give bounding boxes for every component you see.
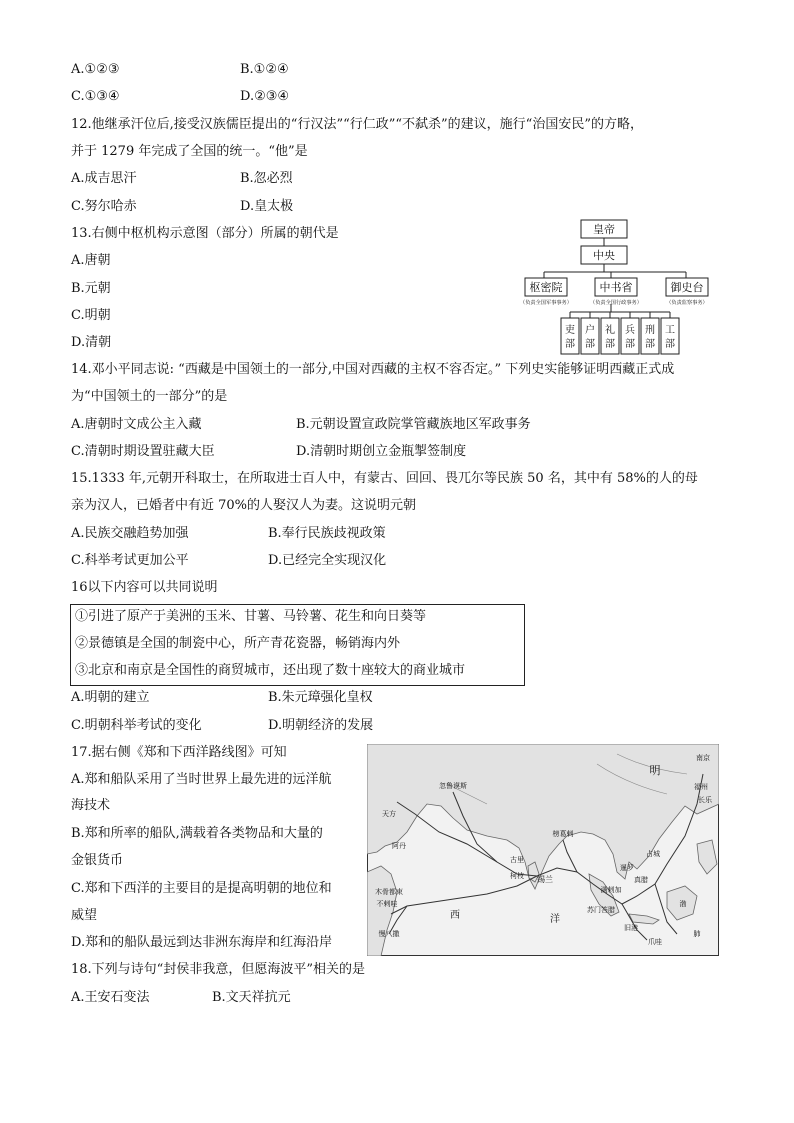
diagram-ministry-5: 工部	[665, 325, 675, 350]
map-label-bangala: 榜葛剌	[552, 830, 574, 838]
map-label-manlajia: 满剌加	[600, 886, 622, 894]
central-organ-diagram	[494, 216, 720, 359]
diagram-branch-yushi: 御史台	[670, 281, 704, 294]
map-label-bulawa: 不剌哇	[376, 900, 398, 908]
q15-option-d: D.已经完全实现汉化	[268, 553, 387, 568]
q14-option-c: C.清朝时期设置驻藏大臣	[71, 444, 215, 459]
q17-option-d: D.郑和的船队最远到达非洲东海岸和红海沿岸	[71, 935, 333, 950]
map-label-xilan: 锡兰	[537, 875, 553, 884]
map-label-xi: 西	[450, 910, 460, 921]
q16-material-2: ②景德镇是全国的制瓷中心，所产青花瓷器，畅销海内外	[75, 636, 401, 651]
q13-option-d: D.清朝	[71, 335, 112, 350]
map-label-yang: 洋	[550, 914, 560, 925]
q17-option-c-line1: C.郑和下西洋的主要目的是提高明朝的地位和	[71, 881, 332, 896]
q15-stem-line2: 亲为汉人，已婚者中有近 70%的人娶汉人为妻。这说明元朝	[71, 498, 417, 513]
q11-option-c: C.①③④	[71, 89, 120, 104]
q13-option-a: A.唐朝	[71, 253, 111, 268]
q14-option-b: B.元朝设置宣政院掌管藏族地区军政事务	[296, 417, 531, 432]
diagram-ministry-1: 户部	[585, 325, 595, 350]
map-label-zhancheng: 占城	[646, 850, 660, 858]
diagram-note-yushi: （负责监察事务）	[666, 300, 708, 306]
map-label-sumen: 苏门答腊	[587, 906, 615, 914]
map-label-jiugang: 旧港	[624, 924, 638, 932]
q17-option-c-line2: 威望	[71, 908, 98, 923]
map-label-zhenla: 真腊	[634, 876, 648, 884]
q18-option-b: B.文天祥抗元	[212, 990, 291, 1005]
diagram-central: 中央	[593, 249, 615, 262]
map-label-tianfang: 天方	[382, 810, 396, 818]
map-label-aden: 阿丹	[392, 842, 406, 850]
q14-option-d: D.清朝时期创立金瓶掣签制度	[296, 444, 467, 459]
q11-option-a: A.①②③	[71, 62, 120, 77]
q14-stem-line1: 14.邓小平同志说: “西藏是中国领土的一部分,中国对西藏的主权不容否定。” 下列史实能够证明西藏正式成	[71, 362, 675, 377]
q15-option-a: A.民族交融趋势加强	[71, 526, 189, 541]
map-label-hormuz: 忽鲁谟斯	[439, 782, 467, 790]
q13-option-b: B.元朝	[71, 281, 111, 296]
diagram-ministry-2: 礼部	[605, 325, 615, 350]
q15-stem-line1: 15.1333 年,元朝开科取士，在所取进士百人中，有蒙古、回回、畏兀尔等民族 50 名，其中有 58%的人的母	[71, 471, 698, 486]
q18-stem: 18.下列与诗句“封侯非我意，但愿海波平”相关的是	[71, 962, 365, 977]
map-label-changle: 长乐	[698, 796, 712, 804]
q15-option-b: B.奉行民族歧视政策	[268, 526, 386, 541]
q16-material-box	[70, 604, 525, 686]
q12-option-c: C.努尔哈赤	[71, 199, 137, 214]
q16-material-3: ③北京和南京是全国性的商贸城市，还出现了数十座较大的商业城市	[75, 663, 466, 678]
q16-option-d: D.明朝经济的发展	[268, 718, 374, 733]
q12-option-d: D.皇太极	[240, 199, 294, 214]
q16-option-c: C.明朝科举考试的变化	[71, 718, 202, 733]
q16-material-1: ①引进了原产于美洲的玉米、甘薯、马铃薯、花生和向日葵等	[75, 609, 427, 624]
map-label-fuzhou: 福州	[694, 783, 708, 791]
map-label-ming: 明	[649, 764, 661, 777]
map-label-nanjing: 南京	[696, 754, 710, 762]
q14-option-a: A.唐朝时文成公主入藏	[71, 417, 202, 432]
map-label-guli: 古里	[510, 856, 524, 864]
diagram-note-shumi: （负责全国军事事务）	[520, 300, 572, 306]
zheng-he-voyage-map	[367, 744, 719, 956]
map-label-zhaowa: 爪哇	[648, 938, 662, 946]
diagram-ministry-0: 吏部	[565, 325, 575, 350]
q11-option-d: D.②③④	[240, 89, 290, 104]
q16-stem: 16以下内容可以共同说明	[71, 580, 218, 595]
q11-option-b: B.①②④	[240, 62, 289, 77]
diagram-branch-zhongshu: 中书省	[599, 281, 633, 294]
q14-stem-line2: 为“中国领土的一部分”的是	[71, 389, 228, 404]
q16-option-a: A.明朝的建立	[71, 690, 150, 705]
diagram-note-zhongshu: （负责全国行政事务）	[590, 300, 642, 306]
q17-option-b-line2: 金银货币	[71, 853, 124, 868]
map-label-mugudushu: 木骨都束	[375, 888, 403, 896]
map-label-kezhi: 柯枝	[510, 872, 524, 880]
q17-option-b-line1: B.郑和所率的船队,满载着各类物品和大量的	[71, 826, 323, 841]
map-label-xian: 暹罗	[620, 864, 634, 872]
diagram-emperor: 皇帝	[593, 223, 615, 236]
q12-option-b: B.忽必烈	[240, 171, 293, 186]
q18-option-a: A.王安石变法	[71, 990, 150, 1005]
q17-option-a-line1: A.郑和船队采用了当时世界上最先进的远洋航	[71, 772, 332, 787]
map-label-bo: 渤	[679, 900, 687, 908]
q12-stem-line2: 并于 1279 年完成了全国的统一。“他”是	[71, 144, 308, 159]
map-label-malindi: 慢八撒	[378, 930, 400, 938]
q13-option-c: C.明朝	[71, 308, 111, 323]
q17-option-a-line2: 海技术	[71, 798, 111, 813]
q15-option-c: C.科举考试更加公平	[71, 553, 189, 568]
q17-stem: 17.据右侧《郑和下西洋路线图》可知	[71, 745, 287, 760]
q12-option-a: A.成吉思汗	[71, 171, 137, 186]
q16-option-b: B.朱元璋强化皇权	[268, 690, 373, 705]
diagram-branch-shumi: 枢密院	[529, 281, 563, 294]
q13-stem: 13.右侧中枢机构示意图（部分）所属的朝代是	[71, 226, 339, 241]
q12-stem-line1: 12.他继承汗位后,接受汉族儒臣提出的“行汉法”“行仁政”“不弑杀”的建议，施行“治国安民”的方略，	[71, 117, 643, 132]
diagram-ministry-4: 刑部	[645, 325, 655, 350]
map-label-fei: 肺	[693, 930, 701, 938]
diagram-ministry-3: 兵部	[625, 325, 635, 350]
